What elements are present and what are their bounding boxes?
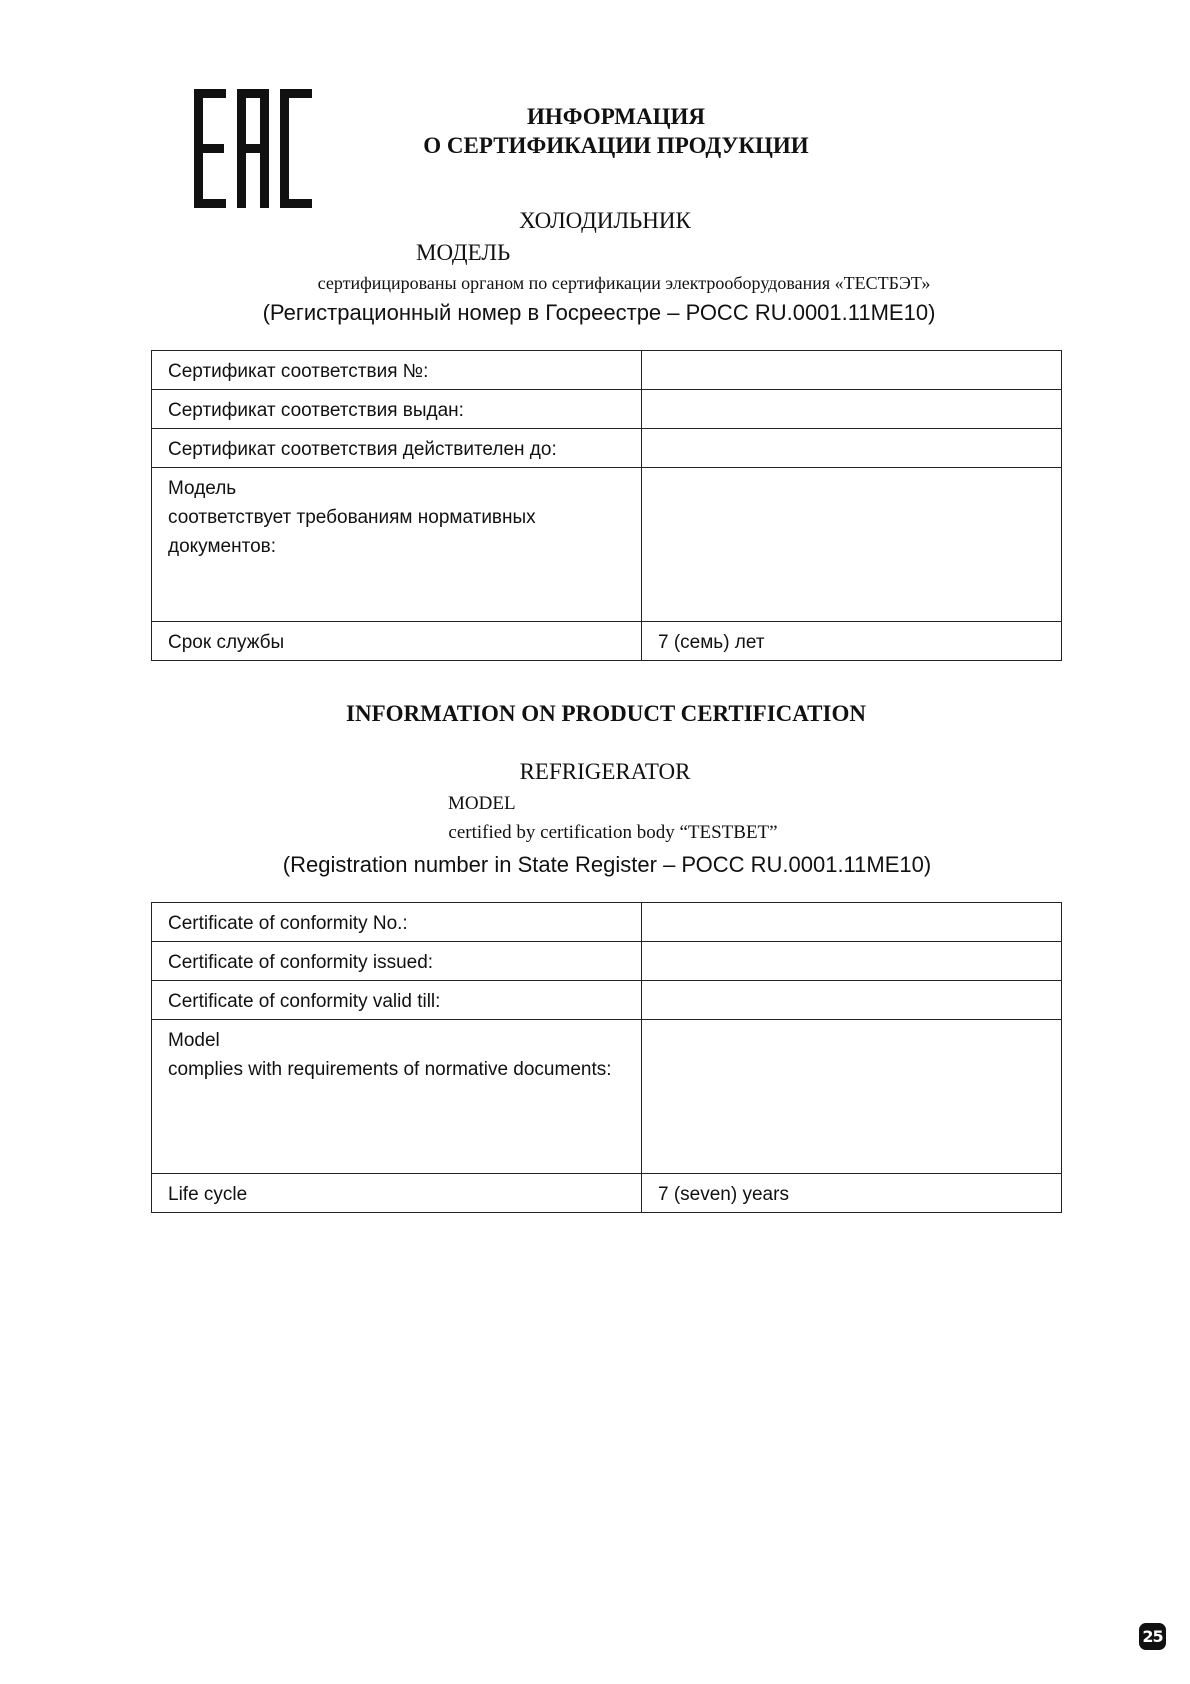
en-title: INFORMATION ON PRODUCT CERTIFICATION xyxy=(346,701,866,726)
en-cert-issued-value xyxy=(642,942,1062,981)
en-model-compliance-line1: Model xyxy=(168,1030,220,1051)
table-row xyxy=(152,942,1062,981)
en-life-cycle-label: Life cycle xyxy=(152,1174,642,1213)
ru-model-compliance-line2: соответствует требованиям нормативных xyxy=(168,507,536,528)
en-product-name: REFRIGERATOR xyxy=(519,759,691,784)
en-cert-issued-label: Certificate of conformity issued: xyxy=(152,942,642,981)
en-cert-number-value xyxy=(642,903,1062,942)
ru-product-name: ХОЛОДИЛЬНИК xyxy=(519,208,691,233)
ru-service-life-value: 7 (семь) лет xyxy=(642,622,1062,661)
en-cert-valid-label: Certificate of conformity valid till: xyxy=(152,981,642,1020)
ru-model-compliance-value xyxy=(642,468,1062,622)
en-life-cycle-value: 7 (seven) years xyxy=(642,1174,1062,1213)
en-cert-valid-value xyxy=(642,981,1062,1020)
ru-cert-issued-value xyxy=(642,390,1062,429)
ru-certified-by: сертифицированы органом по сертификации электрооборудования «ТЕСТБЭТ» xyxy=(317,273,931,293)
table-row xyxy=(152,390,1062,429)
ru-certificate-table xyxy=(151,350,1062,661)
ru-service-life-label: Срок службы xyxy=(152,622,642,661)
en-model-compliance-label xyxy=(152,1020,642,1174)
ru-cert-number-label: Сертификат соответствия №: xyxy=(152,351,642,390)
table-row xyxy=(152,981,1062,1020)
table-row xyxy=(152,622,1062,661)
ru-model-compliance-line1: Модель xyxy=(168,478,237,499)
ru-cert-issued-label: Сертификат соответствия выдан: xyxy=(152,390,642,429)
table-row xyxy=(152,903,1062,942)
table-row xyxy=(152,351,1062,390)
table-row xyxy=(152,1174,1062,1213)
ru-cert-number-value xyxy=(642,351,1062,390)
table-row xyxy=(152,468,1062,622)
ru-model-label: МОДЕЛЬ xyxy=(416,240,511,265)
en-model-compliance-line2: complies with requirements of normative documents: xyxy=(168,1059,612,1080)
en-cert-number-label: Certificate of conformity No.: xyxy=(152,903,642,942)
ru-model-compliance-line3: документов: xyxy=(168,536,277,557)
ru-cert-valid-label: Сертификат соответствия действителен до: xyxy=(152,429,642,468)
en-model-compliance-value xyxy=(642,1020,1062,1174)
en-registration-number: (Registration number in State Register – РОСС RU.0001.11МЕ10) xyxy=(282,852,932,877)
page-number: 25 xyxy=(1139,1623,1166,1650)
en-certified-by: certified by certification body “TESTBET” xyxy=(448,822,778,843)
ru-title-line2: О СЕРТИФИКАЦИИ ПРОДУКЦИИ xyxy=(423,133,809,158)
ru-cert-valid-value xyxy=(642,429,1062,468)
en-certificate-table xyxy=(151,902,1062,1213)
ru-registration-number: (Регистрационный номер в Госреестре – РОСС RU.0001.11МЕ10) xyxy=(262,300,936,325)
table-row xyxy=(152,1020,1062,1174)
ru-title-line1: ИНФОРМАЦИЯ xyxy=(526,104,706,129)
table-row xyxy=(152,429,1062,468)
en-model-label: MODEL xyxy=(448,793,516,814)
ru-model-compliance-label xyxy=(152,468,642,622)
